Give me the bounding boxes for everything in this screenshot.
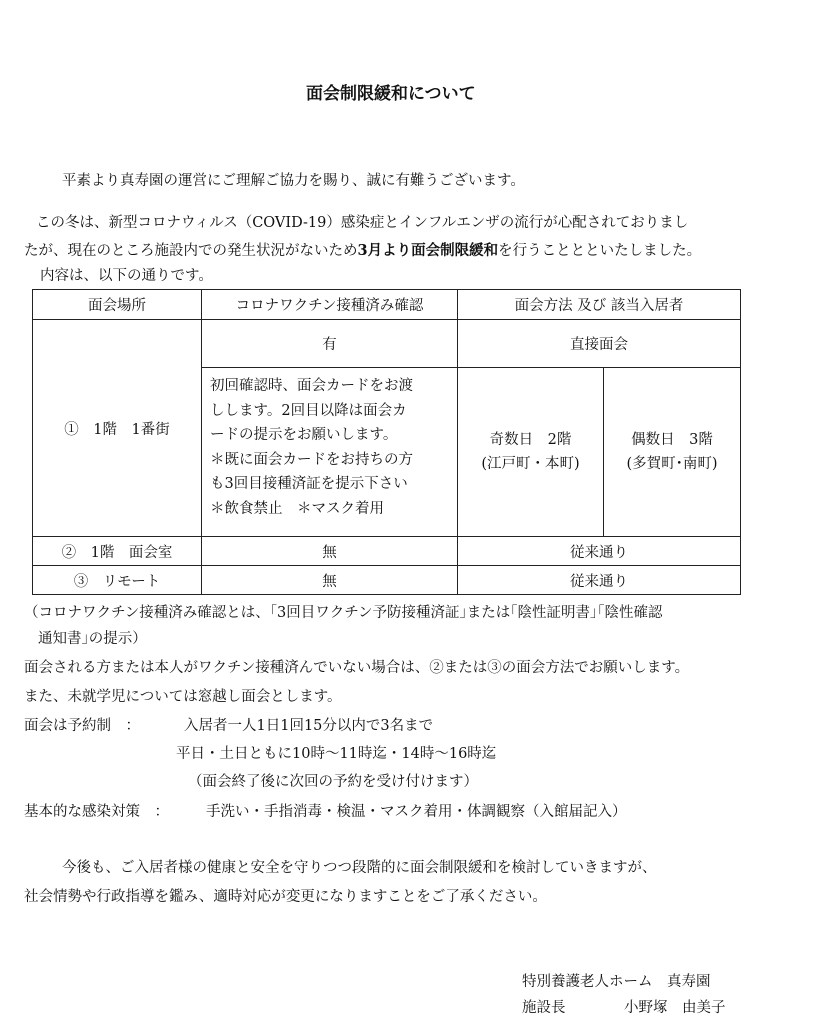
note-line: ードの提示をお願いします。: [210, 427, 398, 443]
body-text: 面会される方または本人がワクチン接種済んでいない場合は、②または③の面会方法でお願いします。: [24, 660, 690, 676]
note-text: 通知書｣の提示）: [38, 631, 147, 647]
paragraph-text: たが、現在のところ施設内での発生状況がないため: [24, 243, 358, 259]
odd-day-floor: 奇数日 2階: [489, 432, 572, 448]
body-text: また、未就学児については窓越し面会とします。: [24, 689, 342, 705]
reservation-text: （面会終了後に次回の予約を受け付けます）: [188, 774, 478, 790]
table-cell-vaccine: 有: [202, 320, 458, 368]
intro-text: 平素より真寿園の運営にご理解ご協力を賜り、誠に有難うございます。: [62, 173, 525, 189]
reservation-text: 平日・土日ともに10時〜11時迄・14時〜16時迄: [176, 746, 497, 762]
table-cell-place: ③ リモート: [33, 566, 202, 595]
note-line: しします。2回目以降は面会カ: [210, 402, 407, 419]
infection-text: 手洗い・手指消毒・検温・マスク着用・体調観察（入館届記入）: [206, 804, 627, 820]
signature-org: 特別養護老人ホーム 真寿園: [522, 974, 711, 990]
note-line: ＊既に面会カードをお持ちの方: [210, 451, 413, 468]
reservation-text: 入居者一人1日1回15分以内で3名まで: [184, 718, 434, 734]
closing-text: 社会情勢や行政指導を鑑み、適時対応が変更になりますことをご了承ください。: [24, 889, 547, 905]
signature-name: 小野塚 由美子: [624, 1000, 726, 1016]
closing-text: 今後も、ご入居者様の健康と安全を守りつつ段階的に面会制限緩和を検討していきますが、: [62, 860, 657, 876]
note-line: ＊飲食禁止 ＊マスク着用: [210, 500, 384, 517]
table-cell-place: ① 1階 1番街: [33, 320, 202, 537]
paragraph-line: [24, 239, 701, 260]
table-cell-even-day: [604, 368, 741, 537]
table-cell-vaccine: 無: [202, 566, 458, 595]
reservation-label: 面会は予約制 ：: [24, 718, 140, 734]
paragraph-line: この冬は、新型コロナウィルス（COVID-19）感染症とインフルエンザの流行が心配されておりまし: [36, 215, 689, 231]
table-cell-method: 従来通り: [458, 537, 741, 566]
even-day-area: (多賀町･南町): [626, 456, 718, 472]
table-cell-odd-day: [458, 368, 604, 537]
paragraph-line: 内容は、以下の通りです。: [40, 268, 213, 284]
infection-label: 基本的な感染対策 ：: [24, 804, 169, 820]
even-day-floor: 偶数日 3階: [631, 432, 713, 448]
table-header-row: [33, 290, 741, 320]
table-cell-method: 直接面会: [458, 320, 741, 368]
table-header: 面会方法 及び 該当入居者: [458, 290, 741, 320]
visit-table: [32, 289, 741, 595]
note-line: も3回目接種済証を提示下さい: [210, 476, 408, 492]
table-cell-place: ② 1階 面会室: [33, 537, 202, 566]
note-line: 初回確認時、面会カードをお渡: [210, 378, 413, 394]
table-row: [33, 566, 741, 595]
table-header: コロナワクチン接種済み確認: [202, 290, 458, 320]
odd-day-area: (江戸町・本町): [481, 456, 580, 472]
table-cell-method: 従来通り: [458, 566, 741, 595]
page-title: 面会制限緩和について: [306, 84, 476, 104]
signature-position: 施設長: [522, 1000, 566, 1016]
paragraph-emphasis: 3月より面会制限緩和: [357, 242, 499, 259]
table-cell-note: [202, 368, 458, 537]
table-header: 面会場所: [33, 290, 202, 320]
table-row: [33, 537, 741, 566]
table-row: [33, 320, 741, 368]
note-text: （コロナワクチン接種済み確認とは、｢3回目ワクチン予防接種済証｣または｢陰性証明書｣｢陰性確認: [24, 605, 663, 621]
table-cell-vaccine: 無: [202, 537, 458, 566]
paragraph-text: を行うこととといたしました。: [498, 243, 702, 259]
